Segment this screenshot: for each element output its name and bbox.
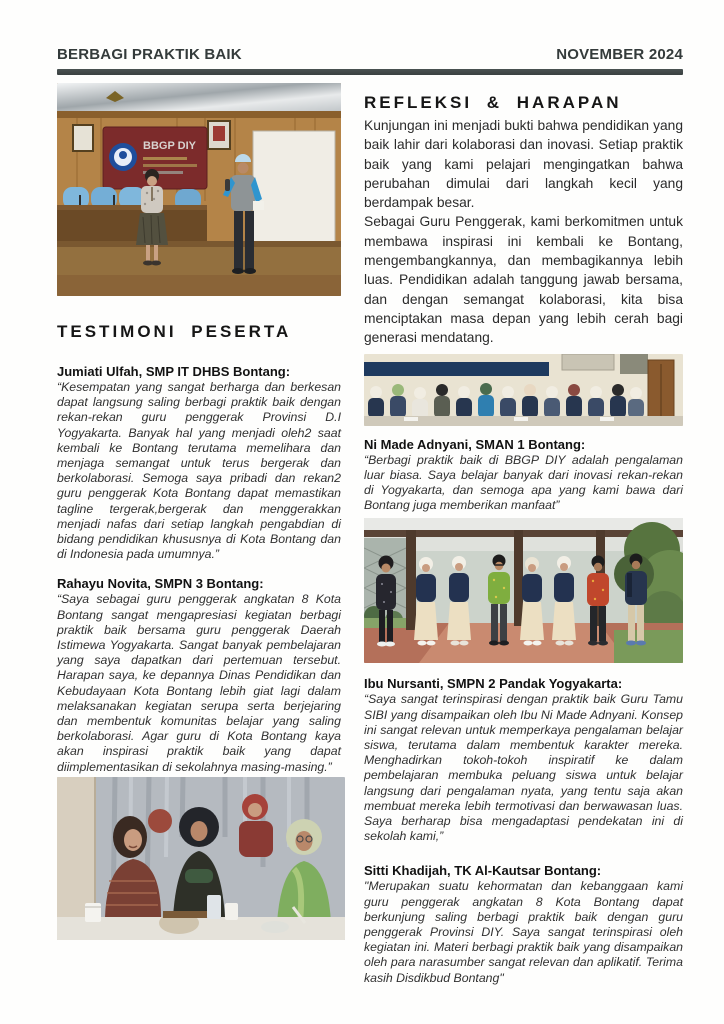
left-column <box>57 83 341 986</box>
testimonial-name: Ibu Nursanti, SMPN 2 Pandak Yogyakarta: <box>364 676 623 692</box>
page-title: BERBAGI PRAKTIK BAIK <box>57 46 242 63</box>
photo-table-group <box>57 777 345 940</box>
red-hijab-background <box>148 809 172 833</box>
intro-paragraph: Sebagai Guru Penggerak, kami berkomitmen untuk membawa inspirasi ini kembali ke Bontang, mengembangkannya, dan membagikannya lebih luas. Pendidikan adalah tanggung jawab bersama, dan dengan semangat kolaborasi, kita bisa menciptakan masa depan yang lebih cerah bagi generasi mendatang. <box>364 214 683 346</box>
issue-date: NOVEMBER 2024 <box>556 46 683 63</box>
testimonial-quote: "Merupakan suatu kehormatan dan kebanggaan kami guru penggerak angkatan 8 Kota Bontang dapat berkunjung saling berbagi praktik baik dengan guru penggerak Provinsi DIY. Saya sangat terinspirasi oleh kegiatan ini. Materi berbagi praktik baik yang disampaikan oleh para narasumber sangat relevan dan aplikatif. Terima kasih Disdikbud Bontang" <box>364 879 683 985</box>
pillar <box>514 530 523 626</box>
speaker-desk <box>57 205 207 241</box>
testimonial-name: Ni Made Adnyani, SMAN 1 Bontang: <box>364 436 586 452</box>
masthead <box>57 46 683 64</box>
section-title-refleksi: REFLEKSI & HARAPAN <box>364 93 622 112</box>
testimonial-quote: “Saya sangat terinspirasi dengan praktik baik Guru Tamu SIBI yang disampaikan oleh Ibu Ni Made Adnyani. Konsep ini sangat relevan untuk memperkaya pengalaman belajar siswa, terutama dalam membentuk karakter mereka. Menghadirkan tokoh-tokoh inspiratif ke dalam pembelajaran membuka peluang siswa untuk belajar langsung dari pengalaman nyata, yang tentu saja akan membuat mereka lebih termotivasi dan berwawasan luas. Saya berharap bisa mengadaptasi pendekatan ini di sekolah kami,” <box>364 692 683 844</box>
header-rule <box>57 69 683 75</box>
section-title-testimoni: TESTIMONI PESERTA <box>57 322 292 341</box>
testimonial-name: Sitti Khadijah, TK Al-Kautsar Bontang: <box>364 863 602 879</box>
photo-classroom-group <box>364 354 683 426</box>
testimonial-quote: “Kesempatan yang sangat berharga dan berkesan dapat langsung saling berbagi praktik baik dengan rekan-rekan guru penggerak Provinsi D.I Yogyakarta. Banyak hal yang menjadi oleh2 saat kembali ke Bontang terutama memelihara dan menjaga semangat untuk terus bergerak dan berkolaborasi. Semoga saya pribadi dan rekan2 guru penggerak Kota Bontang dapat memastikan tagline tergerak,bergerak dan menggerakkan menjadi nafas dari setiap langkah pengabdian di bidang pendidikan khususnya di Kota Bontang dan di Indonesia pada umumnya.” <box>57 380 341 562</box>
pillar <box>406 530 416 630</box>
testimonial-name: Rahayu Novita, SMPN 3 Bontang: <box>57 576 264 592</box>
right-column <box>364 83 683 986</box>
photo-meeting-room <box>57 83 341 296</box>
intro-paragraph: Kunjungan ini menjadi bukti bahwa pendidikan yang baik lahir dari kolaborasi dan inovasi. Setiap praktik baik yang kami pelajari mengingatkan bahwa perubahan dimulai dari langkah kecil yang berdampak besar. <box>364 118 683 211</box>
portrait-frame-left <box>73 125 93 151</box>
testimonial-name: Jumiati Ulfah, SMP IT DHBS Bontang: <box>57 364 291 379</box>
testimonial-quote: “Berbagi praktik baik di BBGP DIY adalah pengalaman luar biasa. Saya belajar banyak dari inovasi rekan-rekan di Yogyakarta, dan semoga apa yang kami bawa dari Bontang juga memberikan manfaat” <box>364 452 683 513</box>
navy-banner <box>364 362 549 376</box>
testimonial-quote: “Saya sebagai guru penggerak angkatan 8 Kota Bontang sangat mengapresiasi kegiatan berbagi praktik baik bersama guru penggerak Daerah Istimewa Yogyakarta. Sangat banyak pembelajaran yang saya dapatkan dari pertemuan tersebut. Harapan saya, ke depannya Dinas Pendidikan dan Kebudayaan Kota Bontang lebih giat lagi dalam melaksanakan kegiatan serupa serta berjejaring dan membentuk komunitas belajar yang saling berkolaborasi. Agar guru di Kota Bontang kaya akan inspirasi praktik baik yang dapat diimplementasikan di sekolahnya masing-masing.” <box>57 592 341 774</box>
photo-outdoor-group <box>364 518 683 663</box>
svg-text:BBGP DIY: BBGP DIY <box>143 140 196 152</box>
